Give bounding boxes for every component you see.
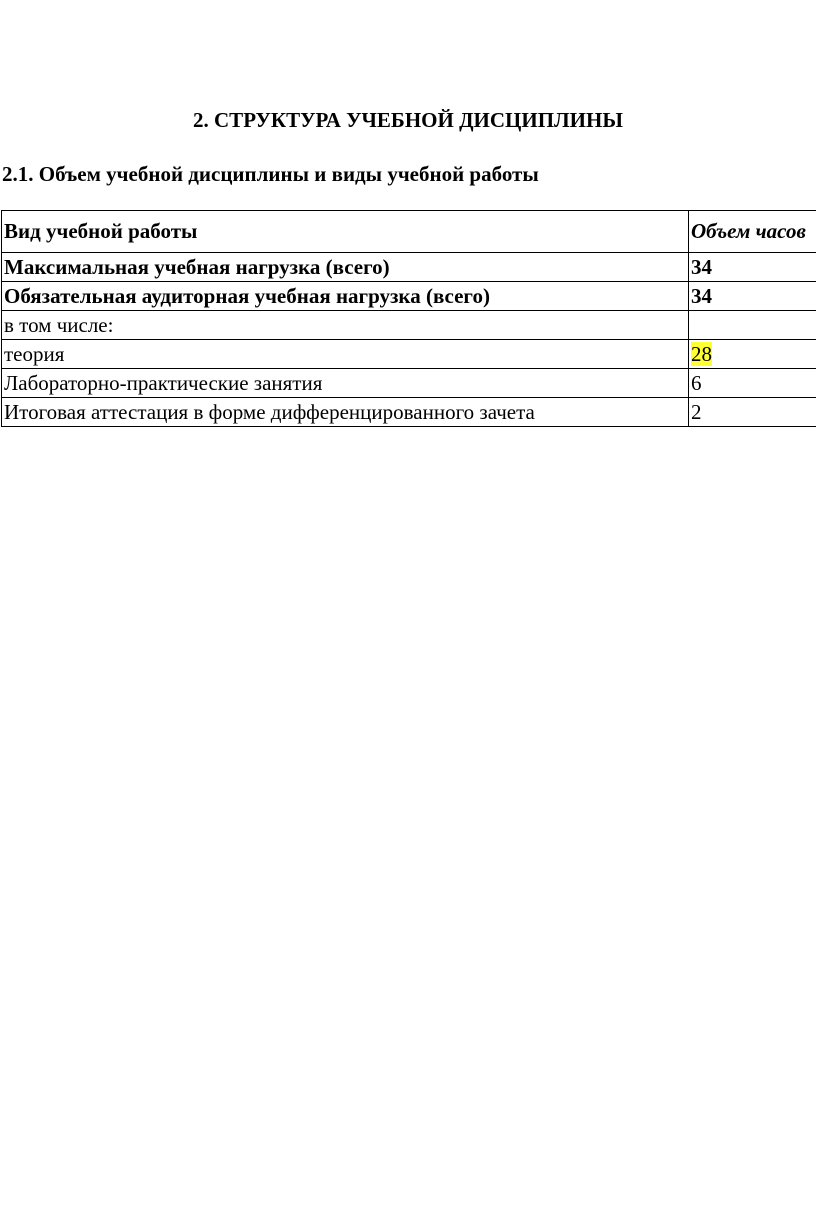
table-row (2, 340, 816, 369)
workload-table-container (1, 210, 816, 432)
row-label: Итоговая аттестация в форме дифференцированного зачета (2, 398, 689, 427)
row-value (689, 340, 816, 369)
table-row (2, 282, 816, 311)
row-value: 34 (689, 253, 816, 282)
table-row (2, 398, 816, 427)
row-value (689, 311, 816, 340)
table-row (2, 369, 816, 398)
row-value: 2 (689, 398, 816, 427)
row-label: теория (2, 340, 689, 369)
table-header-row (2, 211, 816, 253)
table-row (2, 311, 816, 340)
section-title: 2. СТРУКТУРА УЧЕБНОЙ ДИСЦИПЛИНЫ (193, 108, 623, 132)
row-value: 34 (689, 282, 816, 311)
header-hours: Объем часов (689, 211, 816, 253)
row-label: в том числе: (2, 311, 689, 340)
row-label: Максимальная учебная нагрузка (всего) (2, 253, 689, 282)
subsection-title: 2.1. Объем учебной дисциплины и виды учебной работы (2, 162, 539, 186)
row-label: Лабораторно-практические занятия (2, 369, 689, 398)
workload-table (1, 210, 816, 427)
row-label: Обязательная аудиторная учебная нагрузка (всего) (2, 282, 689, 311)
table-row (2, 253, 816, 282)
highlighted-value: 28 (691, 341, 712, 366)
row-value: 6 (689, 369, 816, 398)
header-work-type: Вид учебной работы (2, 211, 689, 253)
